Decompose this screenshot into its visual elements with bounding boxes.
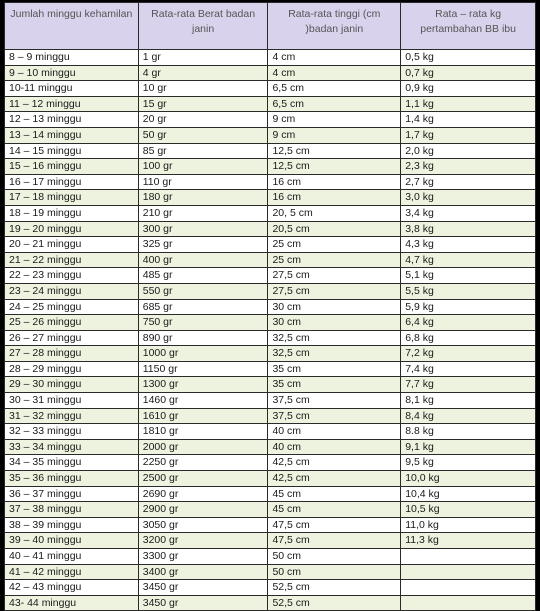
table-row (5, 502, 536, 518)
mother-weight-gain-cell: 2,0 kg (401, 143, 536, 159)
fetal-length-cell: 4 cm (268, 65, 401, 81)
table-body (5, 50, 536, 611)
table-row (5, 361, 536, 377)
table-row (5, 190, 536, 206)
weeks-cell: 30 – 31 minggu (5, 393, 139, 409)
fetal-weight-cell: 550 gr (138, 283, 268, 299)
table-row (5, 112, 536, 128)
fetal-weight-cell: 325 gr (138, 237, 268, 253)
mother-weight-gain-cell: 2,7 kg (401, 174, 536, 190)
fetal-weight-cell: 1 gr (138, 50, 268, 66)
fetal-weight-cell: 485 gr (138, 268, 268, 284)
fetal-weight-cell: 3300 gr (138, 549, 268, 565)
fetal-length-cell: 16 cm (268, 174, 401, 190)
mother-weight-gain-cell (401, 549, 536, 565)
fetal-length-cell: 50 cm (268, 549, 401, 565)
mother-weight-gain-cell: 11,3 kg (401, 533, 536, 549)
fetal-weight-cell: 3450 gr (138, 595, 268, 611)
fetal-weight-cell: 750 gr (138, 315, 268, 331)
fetal-length-cell: 52,5 cm (268, 595, 401, 611)
table-row (5, 471, 536, 487)
mother-weight-gain-cell: 5,5 kg (401, 283, 536, 299)
fetal-weight-cell: 2250 gr (138, 455, 268, 471)
fetal-length-cell: 27,5 cm (268, 283, 401, 299)
weeks-cell: 21 – 22 minggu (5, 252, 139, 268)
fetal-length-cell: 4 cm (268, 50, 401, 66)
weeks-cell: 24 – 25 minggu (5, 299, 139, 315)
table-row (5, 268, 536, 284)
fetal-length-cell: 12,5 cm (268, 159, 401, 175)
weeks-cell: 29 – 30 minggu (5, 377, 139, 393)
fetal-length-cell: 6,5 cm (268, 81, 401, 97)
fetal-length-cell: 20,5 cm (268, 221, 401, 237)
fetal-length-cell: 32,5 cm (268, 330, 401, 346)
header-fetal-length: Rata-rata tinggi (cm )badan janin (268, 3, 401, 50)
weeks-cell: 28 – 29 minggu (5, 361, 139, 377)
table-row (5, 455, 536, 471)
mother-weight-gain-cell: 7,7 kg (401, 377, 536, 393)
weeks-cell: 9 – 10 minggu (5, 65, 139, 81)
mother-weight-gain-cell (401, 580, 536, 596)
header-mother-weight-gain: Rata – rata kg pertambahan BB ibu (401, 3, 536, 50)
table-row (5, 283, 536, 299)
mother-weight-gain-cell: 9,5 kg (401, 455, 536, 471)
fetal-weight-cell: 1300 gr (138, 377, 268, 393)
fetal-length-cell: 45 cm (268, 486, 401, 502)
weeks-cell: 13 – 14 minggu (5, 127, 139, 143)
mother-weight-gain-cell: 10,5 kg (401, 502, 536, 518)
fetal-weight-cell: 210 gr (138, 205, 268, 221)
weeks-cell: 19 – 20 minggu (5, 221, 139, 237)
weeks-cell: 8 – 9 minggu (5, 50, 139, 66)
weeks-cell: 32 – 33 minggu (5, 424, 139, 440)
table-row (5, 517, 536, 533)
header-row (5, 3, 536, 50)
fetal-weight-cell: 685 gr (138, 299, 268, 315)
fetal-weight-cell: 85 gr (138, 143, 268, 159)
mother-weight-gain-cell: 8,1 kg (401, 393, 536, 409)
mother-weight-gain-cell: 5,9 kg (401, 299, 536, 315)
fetal-length-cell: 20, 5 cm (268, 205, 401, 221)
weeks-cell: 26 – 27 minggu (5, 330, 139, 346)
fetal-weight-cell: 3200 gr (138, 533, 268, 549)
fetal-length-cell: 12,5 cm (268, 143, 401, 159)
fetal-length-cell: 47,5 cm (268, 533, 401, 549)
table-row (5, 595, 536, 611)
weeks-cell: 25 – 26 minggu (5, 315, 139, 331)
fetal-length-cell: 30 cm (268, 315, 401, 331)
weeks-cell: 14 – 15 minggu (5, 143, 139, 159)
mother-weight-gain-cell: 4,7 kg (401, 252, 536, 268)
fetal-length-cell: 42,5 cm (268, 455, 401, 471)
fetal-weight-cell: 2690 gr (138, 486, 268, 502)
table-row (5, 330, 536, 346)
table-row (5, 221, 536, 237)
fetal-length-cell: 16 cm (268, 190, 401, 206)
fetal-length-cell: 25 cm (268, 237, 401, 253)
table-row (5, 50, 536, 66)
fetal-length-cell: 42,5 cm (268, 471, 401, 487)
fetal-length-cell: 40 cm (268, 424, 401, 440)
fetal-weight-cell: 2500 gr (138, 471, 268, 487)
mother-weight-gain-cell: 7,2 kg (401, 346, 536, 362)
weeks-cell: 34 – 35 minggu (5, 455, 139, 471)
mother-weight-gain-cell: 2,3 kg (401, 159, 536, 175)
mother-weight-gain-cell: 8,4 kg (401, 408, 536, 424)
fetal-weight-cell: 110 gr (138, 174, 268, 190)
header-weeks: Jumlah minggu kehamilan (5, 3, 139, 50)
fetal-length-cell: 32,5 cm (268, 346, 401, 362)
fetal-length-cell: 37,5 cm (268, 393, 401, 409)
mother-weight-gain-cell: 0,7 kg (401, 65, 536, 81)
mother-weight-gain-cell: 1,1 kg (401, 96, 536, 112)
fetal-length-cell: 50 cm (268, 564, 401, 580)
fetal-weight-cell: 300 gr (138, 221, 268, 237)
weeks-cell: 17 – 18 minggu (5, 190, 139, 206)
table-row (5, 174, 536, 190)
fetal-weight-cell: 400 gr (138, 252, 268, 268)
mother-weight-gain-cell: 0,5 kg (401, 50, 536, 66)
weeks-cell: 16 – 17 minggu (5, 174, 139, 190)
fetal-weight-cell: 4 gr (138, 65, 268, 81)
table-row (5, 486, 536, 502)
mother-weight-gain-cell: 1,4 kg (401, 112, 536, 128)
weeks-cell: 40 – 41 minggu (5, 549, 139, 565)
fetal-weight-cell: 3450 gr (138, 580, 268, 596)
mother-weight-gain-cell: 6,8 kg (401, 330, 536, 346)
table-row (5, 299, 536, 315)
table-row (5, 346, 536, 362)
fetal-weight-cell: 180 gr (138, 190, 268, 206)
fetal-length-cell: 30 cm (268, 299, 401, 315)
fetal-length-cell: 9 cm (268, 112, 401, 128)
fetal-weight-cell: 1610 gr (138, 408, 268, 424)
table-row (5, 205, 536, 221)
weeks-cell: 41 – 42 minggu (5, 564, 139, 580)
fetal-length-cell: 9 cm (268, 127, 401, 143)
header-fetal-weight: Rata-rata Berat badan janin (138, 3, 268, 50)
fetal-weight-cell: 2900 gr (138, 502, 268, 518)
mother-weight-gain-cell: 10,0 kg (401, 471, 536, 487)
fetal-weight-cell: 3400 gr (138, 564, 268, 580)
mother-weight-gain-cell: 3,8 kg (401, 221, 536, 237)
fetal-length-cell: 35 cm (268, 361, 401, 377)
table-row (5, 564, 536, 580)
table-row (5, 533, 536, 549)
table-row (5, 393, 536, 409)
fetal-length-cell: 6,5 cm (268, 96, 401, 112)
table-row (5, 377, 536, 393)
fetal-weight-cell: 10 gr (138, 81, 268, 97)
fetal-weight-cell: 1810 gr (138, 424, 268, 440)
mother-weight-gain-cell: 5,1 kg (401, 268, 536, 284)
fetal-length-cell: 45 cm (268, 502, 401, 518)
weeks-cell: 10-11 minggu (5, 81, 139, 97)
mother-weight-gain-cell: 10,4 kg (401, 486, 536, 502)
weeks-cell: 31 – 32 minggu (5, 408, 139, 424)
table-row (5, 237, 536, 253)
fetal-length-cell: 35 cm (268, 377, 401, 393)
fetal-weight-cell: 1460 gr (138, 393, 268, 409)
mother-weight-gain-cell (401, 564, 536, 580)
weeks-cell: 43- 44 minggu (5, 595, 139, 611)
fetal-weight-cell: 1000 gr (138, 346, 268, 362)
weeks-cell: 12 – 13 minggu (5, 112, 139, 128)
mother-weight-gain-cell: 1,7 kg (401, 127, 536, 143)
mother-weight-gain-cell: 3,4 kg (401, 205, 536, 221)
mother-weight-gain-cell: 7,4 kg (401, 361, 536, 377)
weeks-cell: 27 – 28 minggu (5, 346, 139, 362)
mother-weight-gain-cell: 3,0 kg (401, 190, 536, 206)
table-row (5, 65, 536, 81)
table-row (5, 96, 536, 112)
fetal-weight-cell: 890 gr (138, 330, 268, 346)
mother-weight-gain-cell: 11,0 kg (401, 517, 536, 533)
table-row (5, 408, 536, 424)
fetal-weight-cell: 1150 gr (138, 361, 268, 377)
fetal-length-cell: 27,5 cm (268, 268, 401, 284)
table-row (5, 580, 536, 596)
table-row (5, 143, 536, 159)
table-row (5, 159, 536, 175)
weeks-cell: 18 – 19 minggu (5, 205, 139, 221)
weeks-cell: 23 – 24 minggu (5, 283, 139, 299)
weeks-cell: 36 – 37 minggu (5, 486, 139, 502)
weeks-cell: 22 – 23 minggu (5, 268, 139, 284)
fetal-length-cell: 37,5 cm (268, 408, 401, 424)
weeks-cell: 39 – 40 minggu (5, 533, 139, 549)
weeks-cell: 42 – 43 minggu (5, 580, 139, 596)
fetal-length-cell: 47,5 cm (268, 517, 401, 533)
fetal-growth-table (4, 2, 536, 611)
weeks-cell: 11 – 12 minggu (5, 96, 139, 112)
fetal-weight-cell: 2000 gr (138, 439, 268, 455)
table-row (5, 127, 536, 143)
mother-weight-gain-cell: 4,3 kg (401, 237, 536, 253)
table-header (5, 3, 536, 50)
mother-weight-gain-cell (401, 595, 536, 611)
mother-weight-gain-cell: 6,4 kg (401, 315, 536, 331)
fetal-weight-cell: 50 gr (138, 127, 268, 143)
table-row (5, 315, 536, 331)
table-row (5, 81, 536, 97)
mother-weight-gain-cell: 9,1 kg (401, 439, 536, 455)
weeks-cell: 20 – 21 minggu (5, 237, 139, 253)
weeks-cell: 15 – 16 minggu (5, 159, 139, 175)
mother-weight-gain-cell: 0,9 kg (401, 81, 536, 97)
table-row (5, 424, 536, 440)
weeks-cell: 33 – 34 minggu (5, 439, 139, 455)
table-row (5, 549, 536, 565)
fetal-length-cell: 25 cm (268, 252, 401, 268)
table-row (5, 439, 536, 455)
fetal-weight-cell: 20 gr (138, 112, 268, 128)
fetal-weight-cell: 3050 gr (138, 517, 268, 533)
table-row (5, 252, 536, 268)
fetal-length-cell: 52,5 cm (268, 580, 401, 596)
weeks-cell: 37 – 38 minggu (5, 502, 139, 518)
weeks-cell: 35 – 36 minggu (5, 471, 139, 487)
weeks-cell: 38 – 39 minggu (5, 517, 139, 533)
mother-weight-gain-cell: 8.8 kg (401, 424, 536, 440)
fetal-length-cell: 40 cm (268, 439, 401, 455)
fetal-weight-cell: 15 gr (138, 96, 268, 112)
fetal-weight-cell: 100 gr (138, 159, 268, 175)
